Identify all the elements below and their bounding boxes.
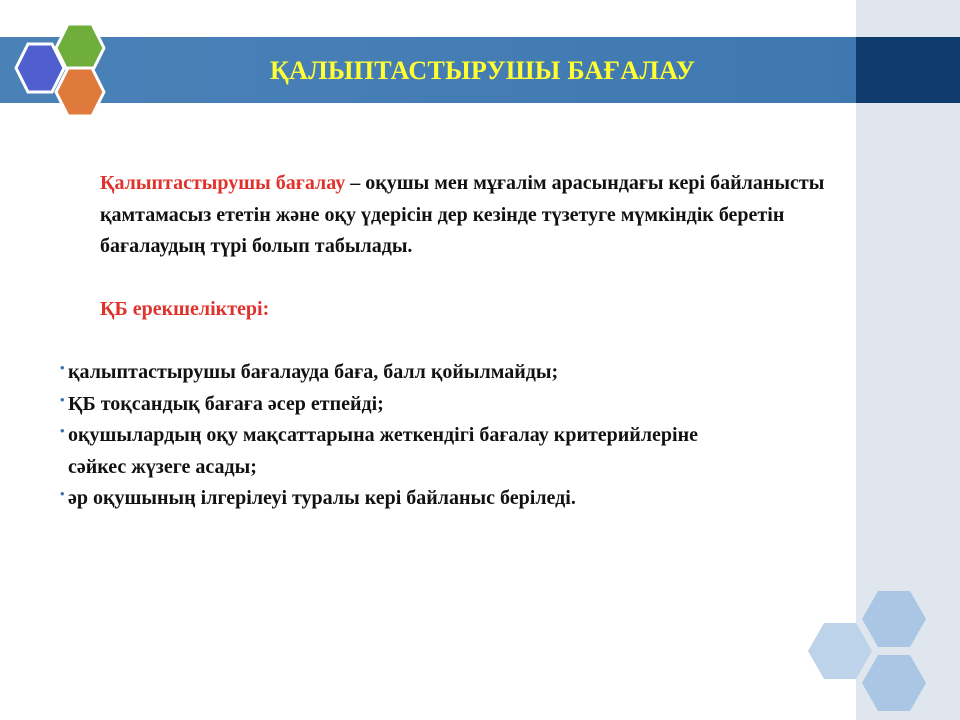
features-heading: ҚБ ерекшеліктері: (100, 298, 270, 320)
blue-hexagon (16, 44, 64, 92)
definition-paragraph (60, 168, 855, 263)
page-title: ҚАЛЫПТАСТЫРУШЫ БАҒАЛАУ (270, 56, 696, 85)
definition-text: – оқушы мен мұғалім арасындағы кері байланысты қамтамасыз ететін және оқу үдерісін дер кезінде түзетуге мүмкіндік беретін бағалаудың түрі болып табылады. (100, 172, 825, 257)
header-dark-block (856, 37, 960, 103)
list-item: • оқушылардың оқу мақсаттарына жеткендігі бағалау критерийлеріне сәйкес жүзеге асады; (60, 420, 728, 483)
definition-term: Қалыптастырушы бағалау (100, 172, 346, 194)
list-item: • ҚБ тоқсандық бағаға әсер етпейді; (60, 389, 855, 421)
list-item: • әр оқушының ілгерілеуі туралы кері байланыс беріледі. (60, 483, 855, 515)
bullet-icon: • (60, 486, 65, 501)
bullet-icon: • (60, 391, 65, 407)
bullet-icon: • (60, 360, 65, 375)
features-list (60, 357, 855, 515)
hexagon-logo-icon (10, 22, 110, 122)
orange-hexagon (56, 68, 104, 116)
bullet-icon: • (60, 423, 65, 438)
list-item: • қалыптастырушы бағалауда баға, балл қойылмайды; (60, 357, 855, 389)
decorative-hexagons-icon (800, 585, 940, 715)
main-content (60, 168, 855, 515)
